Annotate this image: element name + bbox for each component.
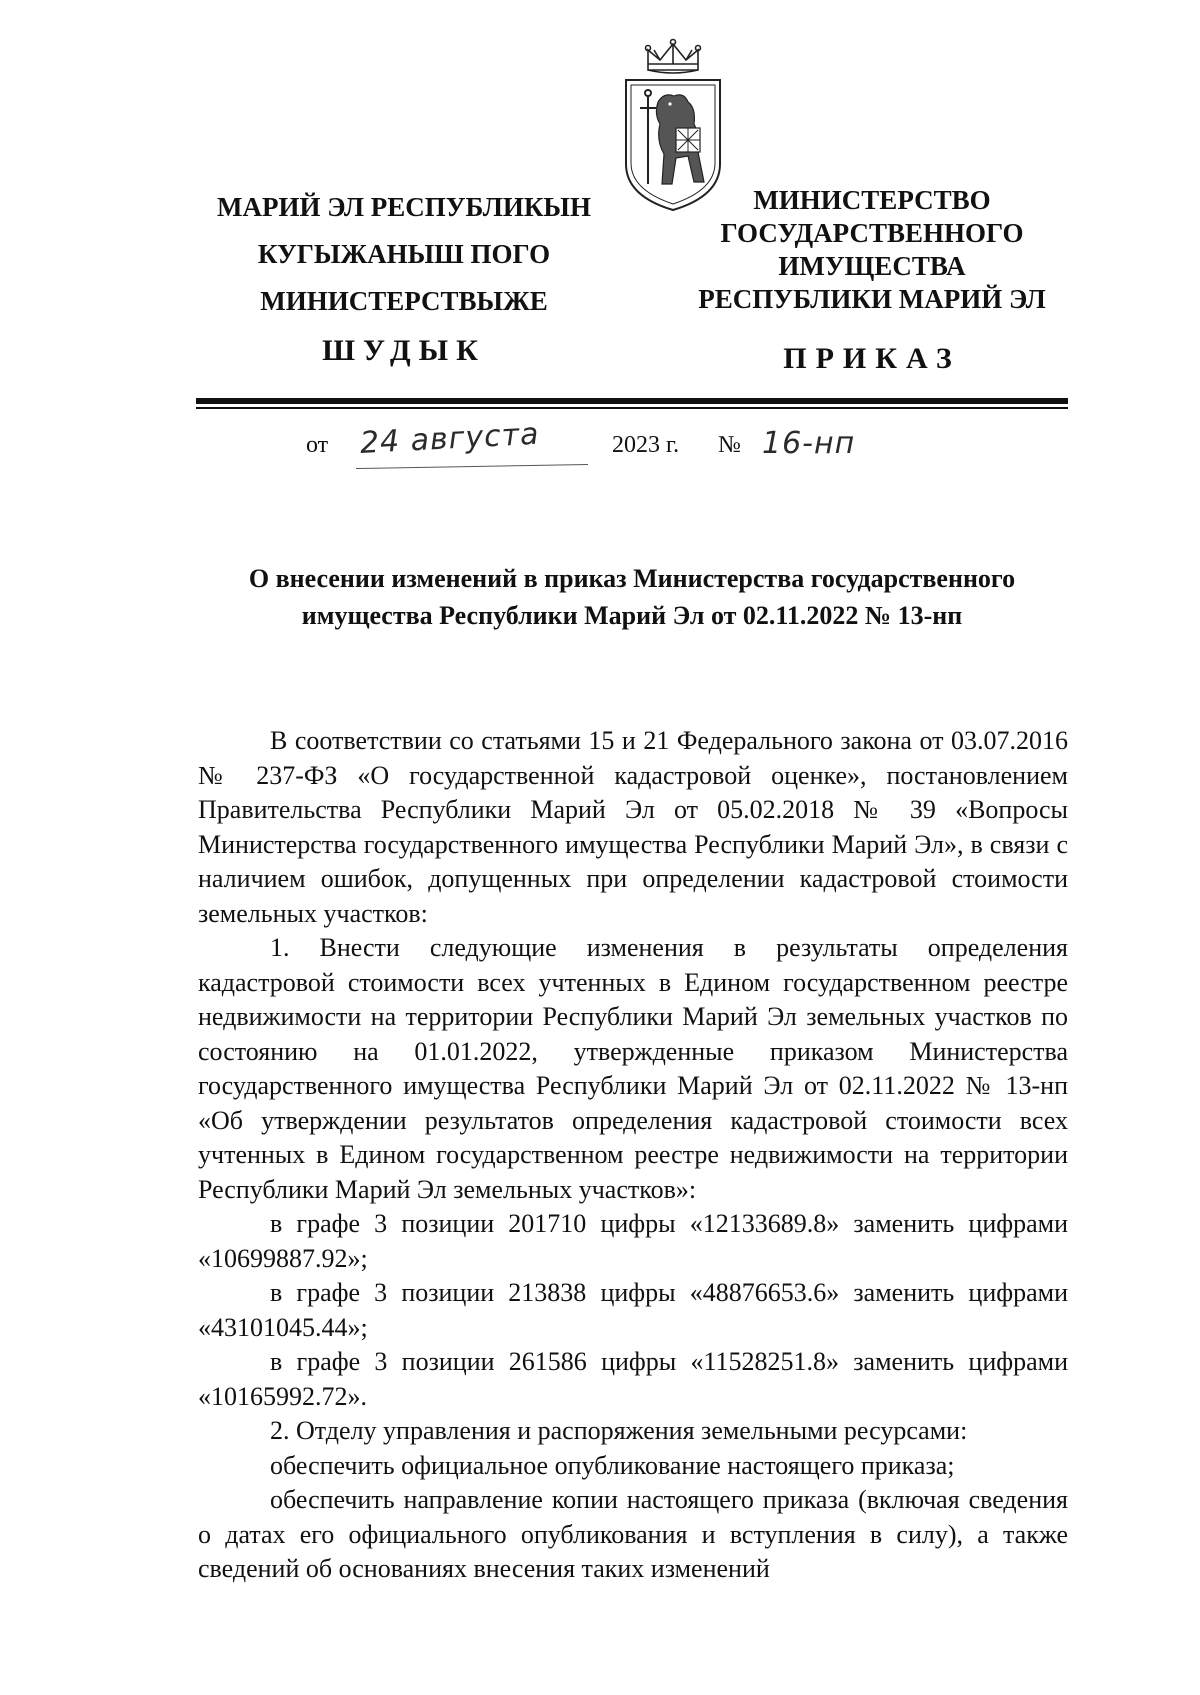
date-year-label: 2023 г. — [612, 432, 680, 458]
order-title — [196, 560, 1068, 634]
header-rule-thick — [196, 398, 1068, 404]
date-from-label: от — [306, 432, 329, 458]
doc-type-mari: ШУДЫК — [322, 334, 486, 367]
body-paragraph: в графе 3 позиции 201710 цифры «12133689.8» заменить цифрами «10699887.92»; — [198, 1209, 1068, 1273]
header-russian-line-2: ГОСУДАРСТВЕННОГО — [720, 218, 1024, 248]
handwritten-date-underline — [356, 464, 588, 469]
handwritten-order-number: 16-нп — [762, 426, 856, 461]
body-paragraph: в графе 3 позиции 213838 цифры «48876653.6» заменить цифрами «43101045.44»; — [198, 1278, 1068, 1342]
header-russian-line-3: ИМУЩЕСТВА — [778, 251, 966, 281]
doc-type-russian: ПРИКАЗ — [783, 342, 961, 375]
header-russian-block — [676, 184, 1068, 316]
body-paragraph: обеспечить официальное опубликование настоящего приказа; — [270, 1450, 955, 1480]
header-mari-line-3: МИНИСТЕРСТВЫЖЕ — [260, 286, 548, 316]
order-title-line-2: имущества Республики Марий Эл от 02.11.2022 № 13-нп — [301, 601, 963, 630]
header-mari-line-1: МАРИЙ ЭЛ РЕСПУБЛИКЫН — [217, 192, 591, 222]
order-body — [198, 724, 1068, 1587]
header-russian-line-1: МИНИСТЕРСТВО — [753, 185, 991, 215]
body-paragraph: В соответствии со статьями 15 и 21 Федерального закона от 03.07.2016 № 237-ФЗ «О государственной кадастровой оценке», постановлением Правительства Республики Марий Эл от 05.02.2018 № 39 «Вопросы Министерства государственного имущества Республики Марий Эл», в связи с наличием ошибок, допущенных при определении кадастровой стоимости земельных участков: — [198, 726, 1068, 928]
handwritten-date: 24 августа — [359, 416, 541, 461]
header-mari-line-2: КУГЫЖАНЫШ ПОГО — [257, 239, 551, 269]
body-paragraph: 2. Отделу управления и распоряжения земельными ресурсами: — [270, 1416, 968, 1445]
order-title-line-1: О внесении изменений в приказ Министерства государственного — [248, 564, 1016, 593]
body-paragraph: обеспечить направление копии настоящего приказа (включая сведения о датах его официального опубликования и вступления в силу), а также сведений об основаниях внесения таких изменений — [198, 1485, 1068, 1583]
body-paragraph: в графе 3 позиции 261586 цифры «11528251.8» заменить цифрами «10165992.72». — [198, 1347, 1068, 1411]
header-russian-line-4: РЕСПУБЛИКИ МАРИЙ ЭЛ — [698, 284, 1046, 314]
body-paragraph: 1. Внести следующие изменения в результаты определения кадастровой стоимости всех учтенных в Едином государственном реестре недвижимости на территории Республики Марий Эл земельных участков по состоянию на 01.01.2022, утвержденные приказом Министерства государственного имущества Республики Марий Эл от 02.11.2022 № 13-нп «Об утверждении результатов определения кадастровой стоимости всех учтенных в Едином государственном реестре недвижимости на территории Республики Марий Эл земельных участков»: — [198, 933, 1068, 1204]
header-rule-thin — [196, 407, 1068, 409]
number-sign: № — [718, 432, 741, 458]
header-mari-block — [190, 184, 618, 325]
